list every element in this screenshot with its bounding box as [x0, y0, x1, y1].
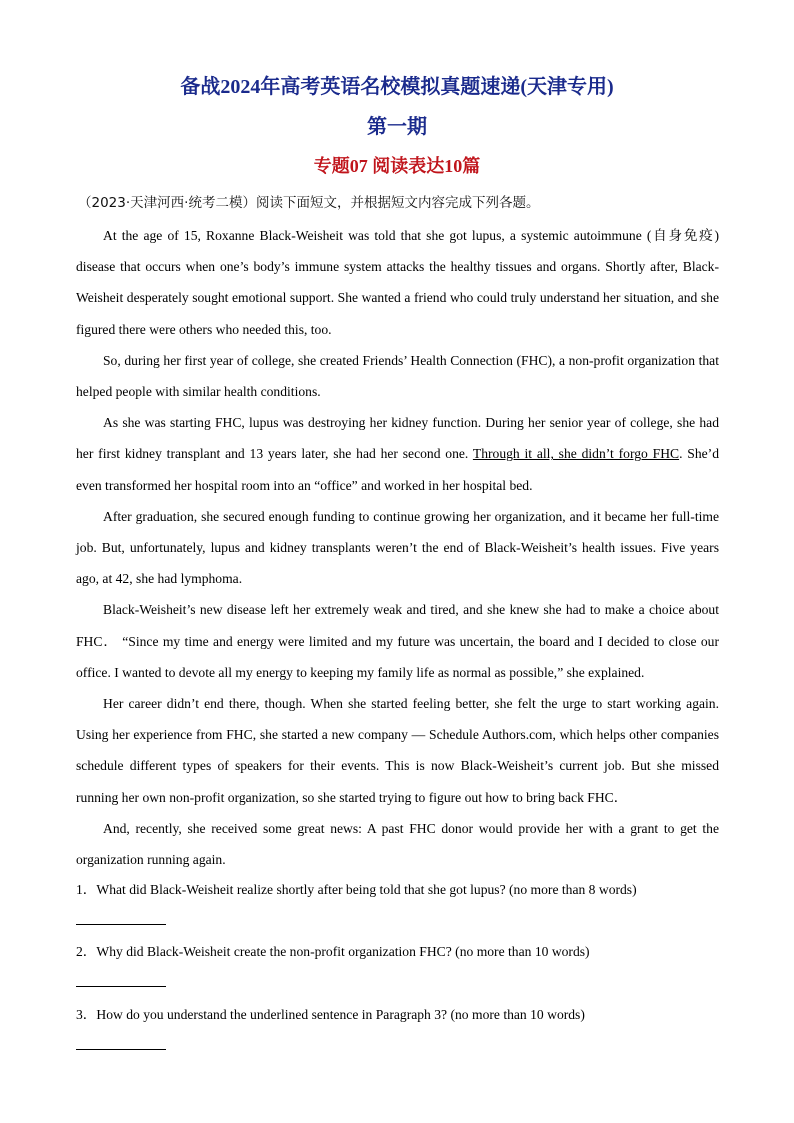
- answer-blank-2[interactable]: [76, 986, 166, 987]
- paragraph-5: Black-Weisheit’s new disease left her extremely weak and tired, and she knew she had to make a choice about FHC． “Since my time and energy were limited and my future was uncertain, the board and I decided to close our office. I wanted to devote all my energy to keeping my family life as normal as possible,” she explained.: [76, 602, 719, 680]
- issue-label: 第一期: [367, 116, 427, 138]
- answer-blank-1[interactable]: [76, 924, 166, 925]
- answer-blank-3[interactable]: [76, 1049, 166, 1050]
- question-1: 1．What did Black-Weisheit realize shortly after being told that she got lupus? (no more than 8 words): [76, 882, 637, 897]
- paragraph-3: [76, 407, 719, 501]
- paragraph-4: After graduation, she secured enough funding to continue growing her organization, and it became her full-time job. But, unfortunately, lupus and kidney transplants weren’t the end of Black-Weisheit’s health issues. Five years ago, at 42, she had lymphoma.: [76, 508, 719, 587]
- paragraph-1: At the age of 15, Roxanne Black-Weisheit was told that she got lupus, a systemic autoimmune (自身免疫) disease that occurs when one’s body’s immune system attacks the healthy tissues and organs. Shortly after, Black-Weisheit desperately sought emotional support. She wanted a friend who could truly understand her situation, and she figured there were others who needed this, too.: [76, 228, 719, 337]
- paragraph-6: Her career didn’t end there, though. When she started feeling better, she felt the urge to start working again. Using her experience from FHC, she started a new company — Schedule Authors.com, which helps other companies schedule different types of speakers for their events. This is now Black-Weisheit’s current job. But she missed running her own non-profit organization, so she started trying to figure out how to bring back FHC．: [76, 696, 719, 805]
- question-2: 2．Why did Black-Weisheit create the non-profit organization FHC? (no more than 10 words): [76, 944, 590, 959]
- source-note: （2023·天津河西·统考二模）阅读下面短文，并根据短文内容完成下列各题。: [78, 195, 540, 211]
- paragraph-7: And, recently, she received some great news: A past FHC donor would provide her with a grant to get the organization running again.: [76, 820, 719, 868]
- underlined-sentence: Through it all, she didn’t forgo FHC: [472, 446, 680, 462]
- paragraph-3-after: . She’d even transformed her hospital room into an “office” and worked in her hospital bed.: [76, 446, 719, 493]
- paragraph-3-before: As she was starting FHC, lupus was destroying her kidney function. During her senior year of college, she had her first kidney transplant and 13 years later, she had her second one.: [76, 415, 719, 462]
- question-3: 3．How do you understand the underlined sentence in Paragraph 3? (no more than 10 words): [76, 1007, 585, 1022]
- topic-heading: 专题07 阅读表达10篇: [313, 156, 481, 176]
- passage: [76, 220, 719, 875]
- document-title: 备战2024年高考英语名校模拟真题速递(天津专用): [180, 76, 614, 98]
- paragraph-2: So, during her first year of college, she created Friends’ Health Connection (FHC), a non-profit organization that helped people with similar health conditions.: [76, 352, 719, 400]
